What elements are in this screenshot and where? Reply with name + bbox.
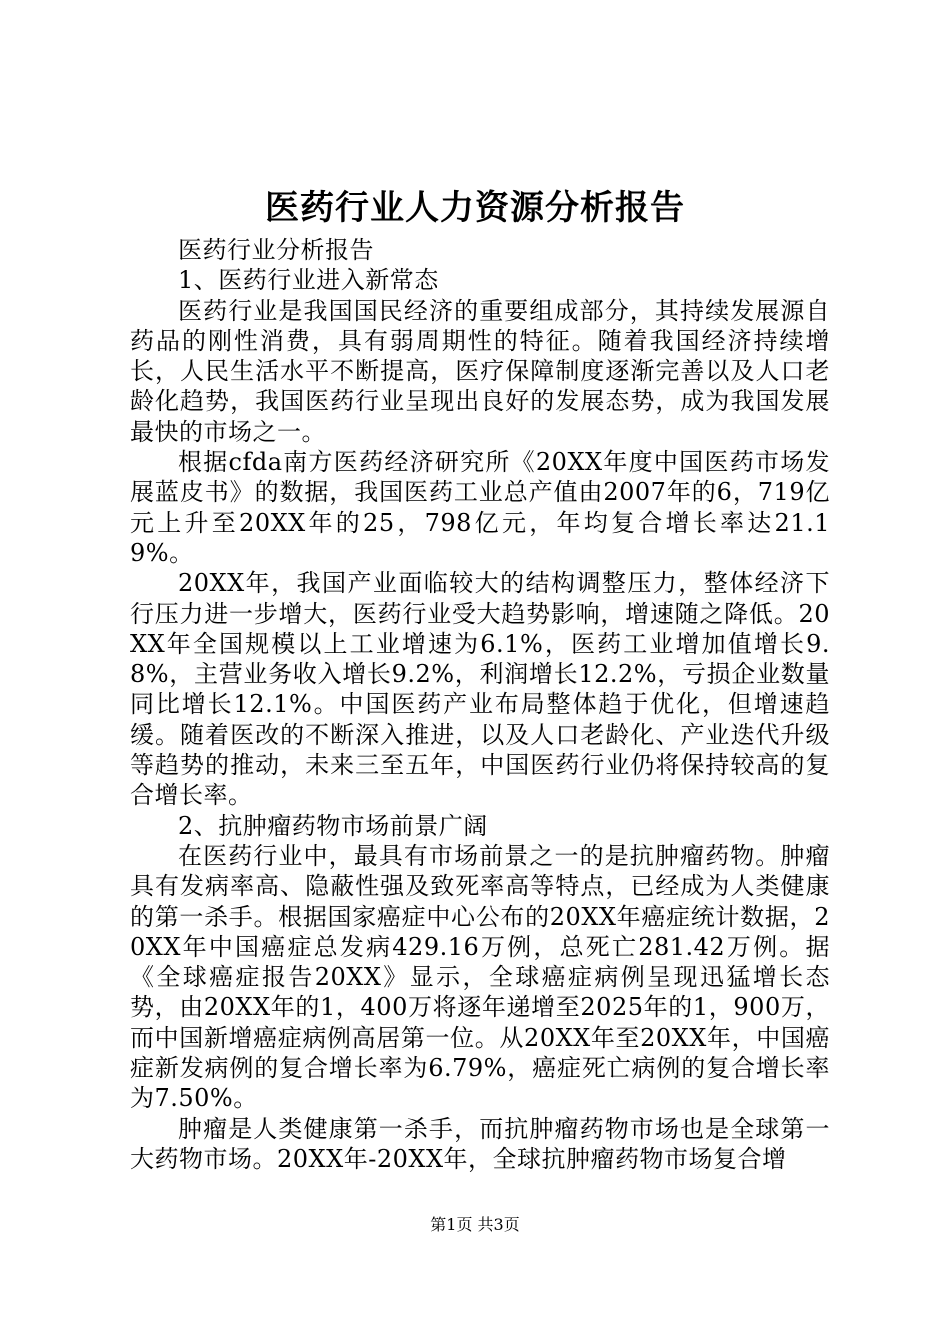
paragraph-subtitle: 医药行业分析报告 [178,236,374,264]
paragraph: 根据cfda南方医药经济研究所《20XX年度中国医药市场发展蓝皮书》的数据，我国医药工业总产值由2007年的6，719亿元上升至20XX年的25，798亿元，年均复合增长率达21.19%。 [130,448,830,567]
paragraph: 肿瘤是人类健康第一杀手，而抗肿瘤药物市场也是全球第一大药物市场。20XX年-20XX年，全球抗肿瘤药物市场复合增 [130,1114,830,1173]
section-heading-1: 1、医药行业进入新常态 [178,266,439,295]
paragraph: 20XX年，我国产业面临较大的结构调整压力，整体经济下行压力进一步增大，医药行业受大趋势影响，增速随之降低。20XX年全国规模以上工业增速为6.1%，医药工业增加值增长9.8%，主营业务收入增长9.2%，利润增长12.2%，亏损企业数量同比增长12.1%。中国医药产业布局整体趋于优化，但增速趋缓。随着医改的不断深入推进，以及人口老龄化、产业迭代升级等趋势的推动，未来三至五年，中国医药行业仍将保持较高的复合增长率。 [130,569,830,810]
section-heading-2: 2、抗肿瘤药物市场前景广阔 [178,811,488,840]
document-body [130,235,830,1174]
page-footer: 第1页 共3页 [430,1215,520,1234]
paragraph: 医药行业是我国国民经济的重要组成部分，其持续发展源自药品的刚性消费，具有弱周期性的特征。随着我国经济持续增长，人民生活水平不断提高，医疗保障制度逐渐完善以及人口老龄化趋势，我国医药行业呈现出良好的发展态势，成为我国发展最快的市场之一。 [130,296,830,446]
paragraph: 在医药行业中，最具有市场前景之一的是抗肿瘤药物。肿瘤具有发病率高、隐蔽性强及致死率高等特点，已经成为人类健康的第一杀手。根据国家癌症中心公布的20XX年癌症统计数据，20XX年中国癌症总发病429.16万例，总死亡281.42万例。据《全球癌症报告20XX》显示，全球癌症病例呈现迅猛增长态势，由20XX年的1，400万将逐年递增至2025年的1，900万，而中国新增癌症病例高居第一位。从20XX年至20XX年，中国癌症新发病例的复合增长率为6.79%，癌症死亡病例的复合增长率为7.50%。 [130,841,830,1113]
document-title: 医药行业人力资源分析报告 [265,188,685,228]
